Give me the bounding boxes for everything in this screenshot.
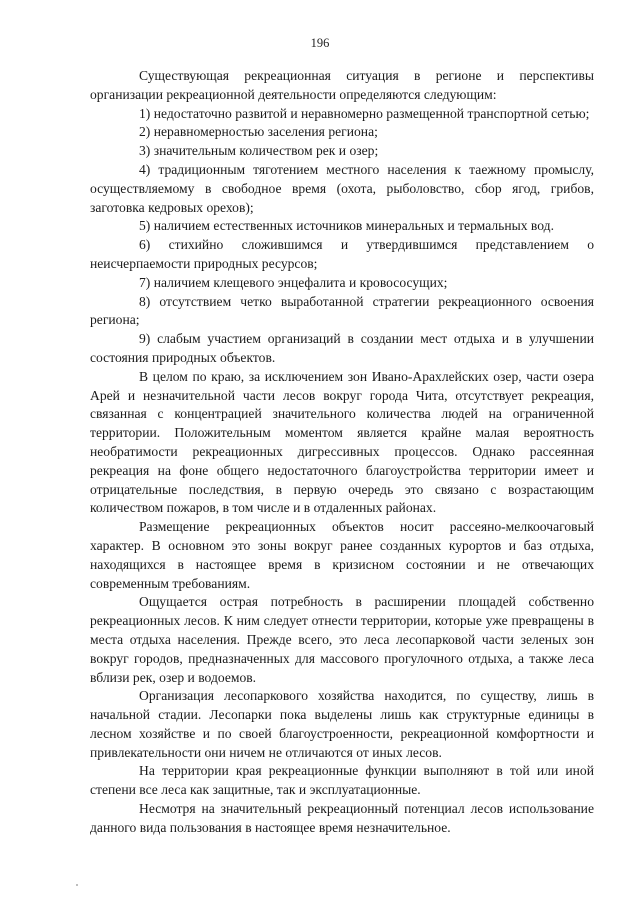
paragraph-recreation-objects: Размещение рекреационных объектов носит рассеяно-мелкоочаговый характер. В основном это зоны вокруг ранее созданных курортов и баз отдыха, находящихся в настоящее время в кризисном состоянии и не отвечающих современным требованиям.: [90, 519, 594, 591]
paragraph-recreational-potential: Несмотря на значительный рекреационный потенциал лесов использование данного вида пользования в настоящее время незначительное.: [90, 801, 594, 835]
scan-speck: [76, 884, 78, 886]
list-item-9: 9) слабым участием организаций в создании мест отдыха и в улучшении состояния природных объектов.: [90, 331, 594, 365]
paragraph-recreational-functions: На территории края рекреационные функции выполняют в той или иной степени все леса как защитные, так и эксплуатационные.: [90, 763, 594, 798]
list-item-6: 6) стихийно сложившимся и утвердившимся представлением о неисчерпаемости природных ресурсов;: [90, 237, 594, 271]
paragraph-recreational-forests: Ощущается острая потребность в расширении площадей собственно рекреационных лесов. К ним следует отнести территории, которые уже превращены в места отдыха населения. Прежде всего, это леса лесопарковой части зеленых зон вокруг городов, предназначенных для массового прогулочного отдыха, а также леса вблизи рек, озер и водоемов.: [90, 594, 594, 685]
body-text: [90, 67, 594, 838]
list-item-7: 7) наличием клещевого энцефалита и кровососущих;: [139, 274, 448, 290]
paragraph-recreation-overview: В целом по краю, за исключением зон Ивано-Арахлейских озер, части озера Арей и незначительной части лесов вокруг города Чита, отсутствует рекреация, связанная с концентрацией значительного количества людей на ограниченной территории. Положительным моментом является крайне малая вероятность необратимости рекреационных дигрессивных процессов. Однако рассеянная рекреация на фоне общего недостаточного благоустройства территории имеет и отрицательные последствия, в первую очередь это связано с возрастающим количеством пожаров, в том числе и в отдаленных районах.: [90, 368, 594, 516]
list-item-1: 1) недостаточно развитой и неравномерно размещенной транспортной сетью;: [139, 105, 590, 121]
list-item-4: 4) традиционным тяготением местного населения к таежному промыслу, осуществляемому в свободное время (охота, рыболовство, сбор ягод, грибов, заготовка кедровых орехов);: [90, 161, 594, 215]
list-item-3: 3) значительным количеством рек и озер;: [139, 143, 379, 159]
paragraph-intro: Существующая рекреационная ситуация в регионе и перспективы организации рекреационной деятельности определяются следующим:: [90, 68, 594, 102]
list-item-8: 8) отсутствием четко выработанной стратегии рекреационного освоения региона;: [90, 293, 594, 328]
paragraph-forest-park-management: Организация лесопаркового хозяйства находится, по существу, лишь в начальной стадии. Лесопарки пока выделены лишь как структурные единицы в лесном хозяйстве и по своей благоустроенности, рекреационной комфортности и привлекательности они ничем не отличаются от иных лесов.: [90, 688, 594, 760]
list-item-2: 2) неравномерностью заселения региона;: [139, 124, 378, 140]
page-number: 196: [310, 36, 330, 50]
list-item-5: 5) наличием естественных источников минеральных и термальных вод.: [139, 218, 554, 234]
